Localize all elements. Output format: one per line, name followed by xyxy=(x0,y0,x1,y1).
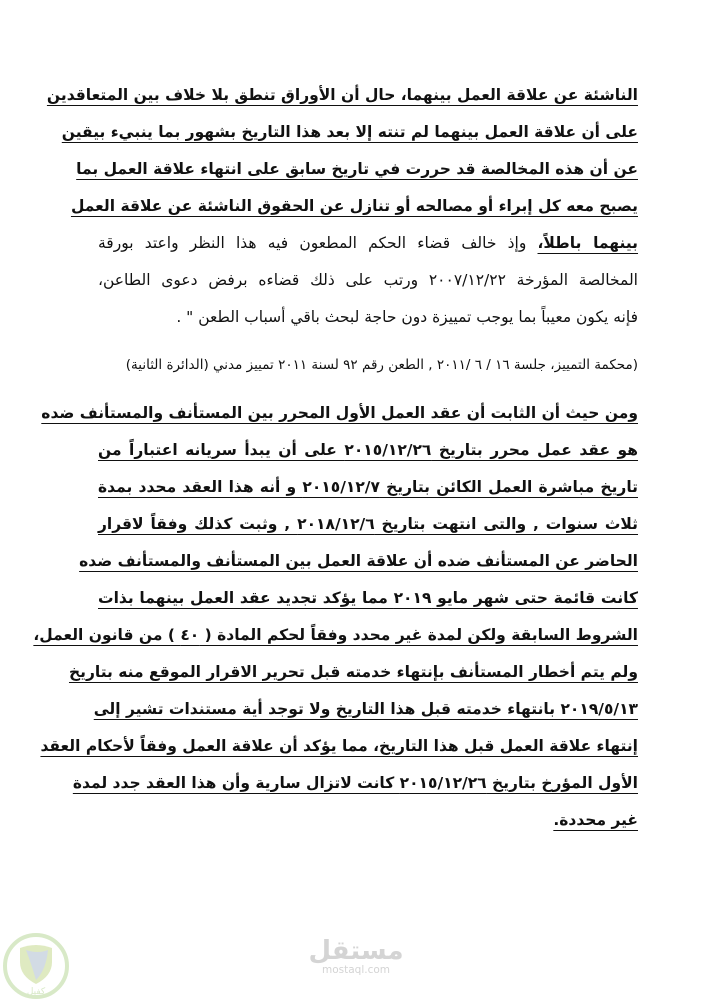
kafeel-logo-text: كفيل xyxy=(26,987,46,997)
body-line-7: الشروط السابقة ولكن لمدة غير محدد وفقاً لحكم المادة ( ٤٠ ) من قانون العمل، xyxy=(33,626,638,644)
body-line-6: كانت قائمة حتى شهر مايو ٢٠١٩ مما يؤكد تجديد عقد العمل بينهما بذات xyxy=(98,589,638,607)
body-line-3: تاريخ مباشرة العمل الكائن بتاريخ ٢٠١٥/١٢/٧ و أنه هذا العقد محدد بمدة xyxy=(98,478,638,496)
mostaql-watermark-url: mostaql.com xyxy=(321,964,391,976)
citation: (محكمة التمييز، جلسة ١٦ / ٦ /٢٠١١ , الطعن رقم ٩٢ لسنة ٢٠١١ تمييز مدني (الدائرة الثانية) xyxy=(125,357,638,373)
quote-line-5-rest: وإذ خالف قضاء الحكم المطعون فيه هذا النظر واعتد بورقة xyxy=(98,234,538,252)
quote-line-2: على أن علاقة العمل بينهما لم تنته إلا بعد هذا التاريخ بشهور بما ينبيء بيقين xyxy=(61,123,638,141)
kafeel-watermark-logo xyxy=(2,932,70,1000)
body-line-1: ومن حيث أن الثابت أن عقد العمل الأول المحرر بين المستأنف والمستأنف ضده xyxy=(41,404,638,422)
body-line-11: الأول المؤرخ بتاريخ ٢٠١٥/١٢/٢٦ كانت لاتزال سارية وأن هذا العقد جدد لمدة xyxy=(72,774,638,792)
quote-line-3: عن أن هذه المخالصة قد حررت في تاريخ سابق على انتهاء علاقة العمل بما xyxy=(76,160,638,178)
mostaql-watermark xyxy=(308,938,404,976)
mostaql-watermark-arabic: مستقل xyxy=(308,936,404,966)
body-line-10: إنتهاء علاقة العمل قبل هذا التاريخ، مما يؤكد أن علاقة العمل وفقاً لأحكام العقد xyxy=(40,737,638,755)
body-line-4: ثلاث سنوات , والتى انتهت بتاريخ ٢٠١٨/١٢/٦ , وثبت كذلك وفقاً لاقرار xyxy=(98,515,639,533)
body-line-2: هو عقد عمل محرر بتاريخ ٢٠١٥/١٢/٢٦ على أن يبدأ سريانه اعتباراً من xyxy=(98,441,639,459)
body-line-12: غير محددة. xyxy=(553,811,638,829)
quote-line-5-underlined: بينهما باطلاً، xyxy=(537,234,639,252)
quote-line-7: فإنه يكون معيباً بما يوجب تمييزة دون حاجة لبحث باقي أسباب الطعن " . xyxy=(176,308,638,326)
quote-line-4: يصبح معه كل إبراء أو مصالحه أو تنازل عن الحقوق الناشئة عن علاقة العمل xyxy=(70,197,638,215)
quote-line-5 xyxy=(98,228,638,258)
body-line-5: الحاضر عن المستأنف ضده أن علاقة العمل بين المستأنف والمستأنف ضده xyxy=(79,552,638,570)
body-line-9: ٢٠١٩/٥/١٣ بانتهاء خدمته قبل هذا التاريخ ولا توجد أية مستندات تشير إلى xyxy=(93,700,638,718)
quote-line-1: الناشئة عن علاقة العمل بينهما، حال أن الأوراق تنطق بلا خلاف بين المتعاقدين xyxy=(46,86,638,104)
quote-line-6: المخالصة المؤرخة ٢٠٠٧/١٢/٢٢ ورتب على ذلك قضاءه برفض دعوى الطاعن، xyxy=(98,271,638,289)
body-line-8: ولم يتم أخطار المستأنف بإنتهاء خدمته قبل تحرير الاقرار الموقع منه بتاريخ xyxy=(68,663,638,681)
